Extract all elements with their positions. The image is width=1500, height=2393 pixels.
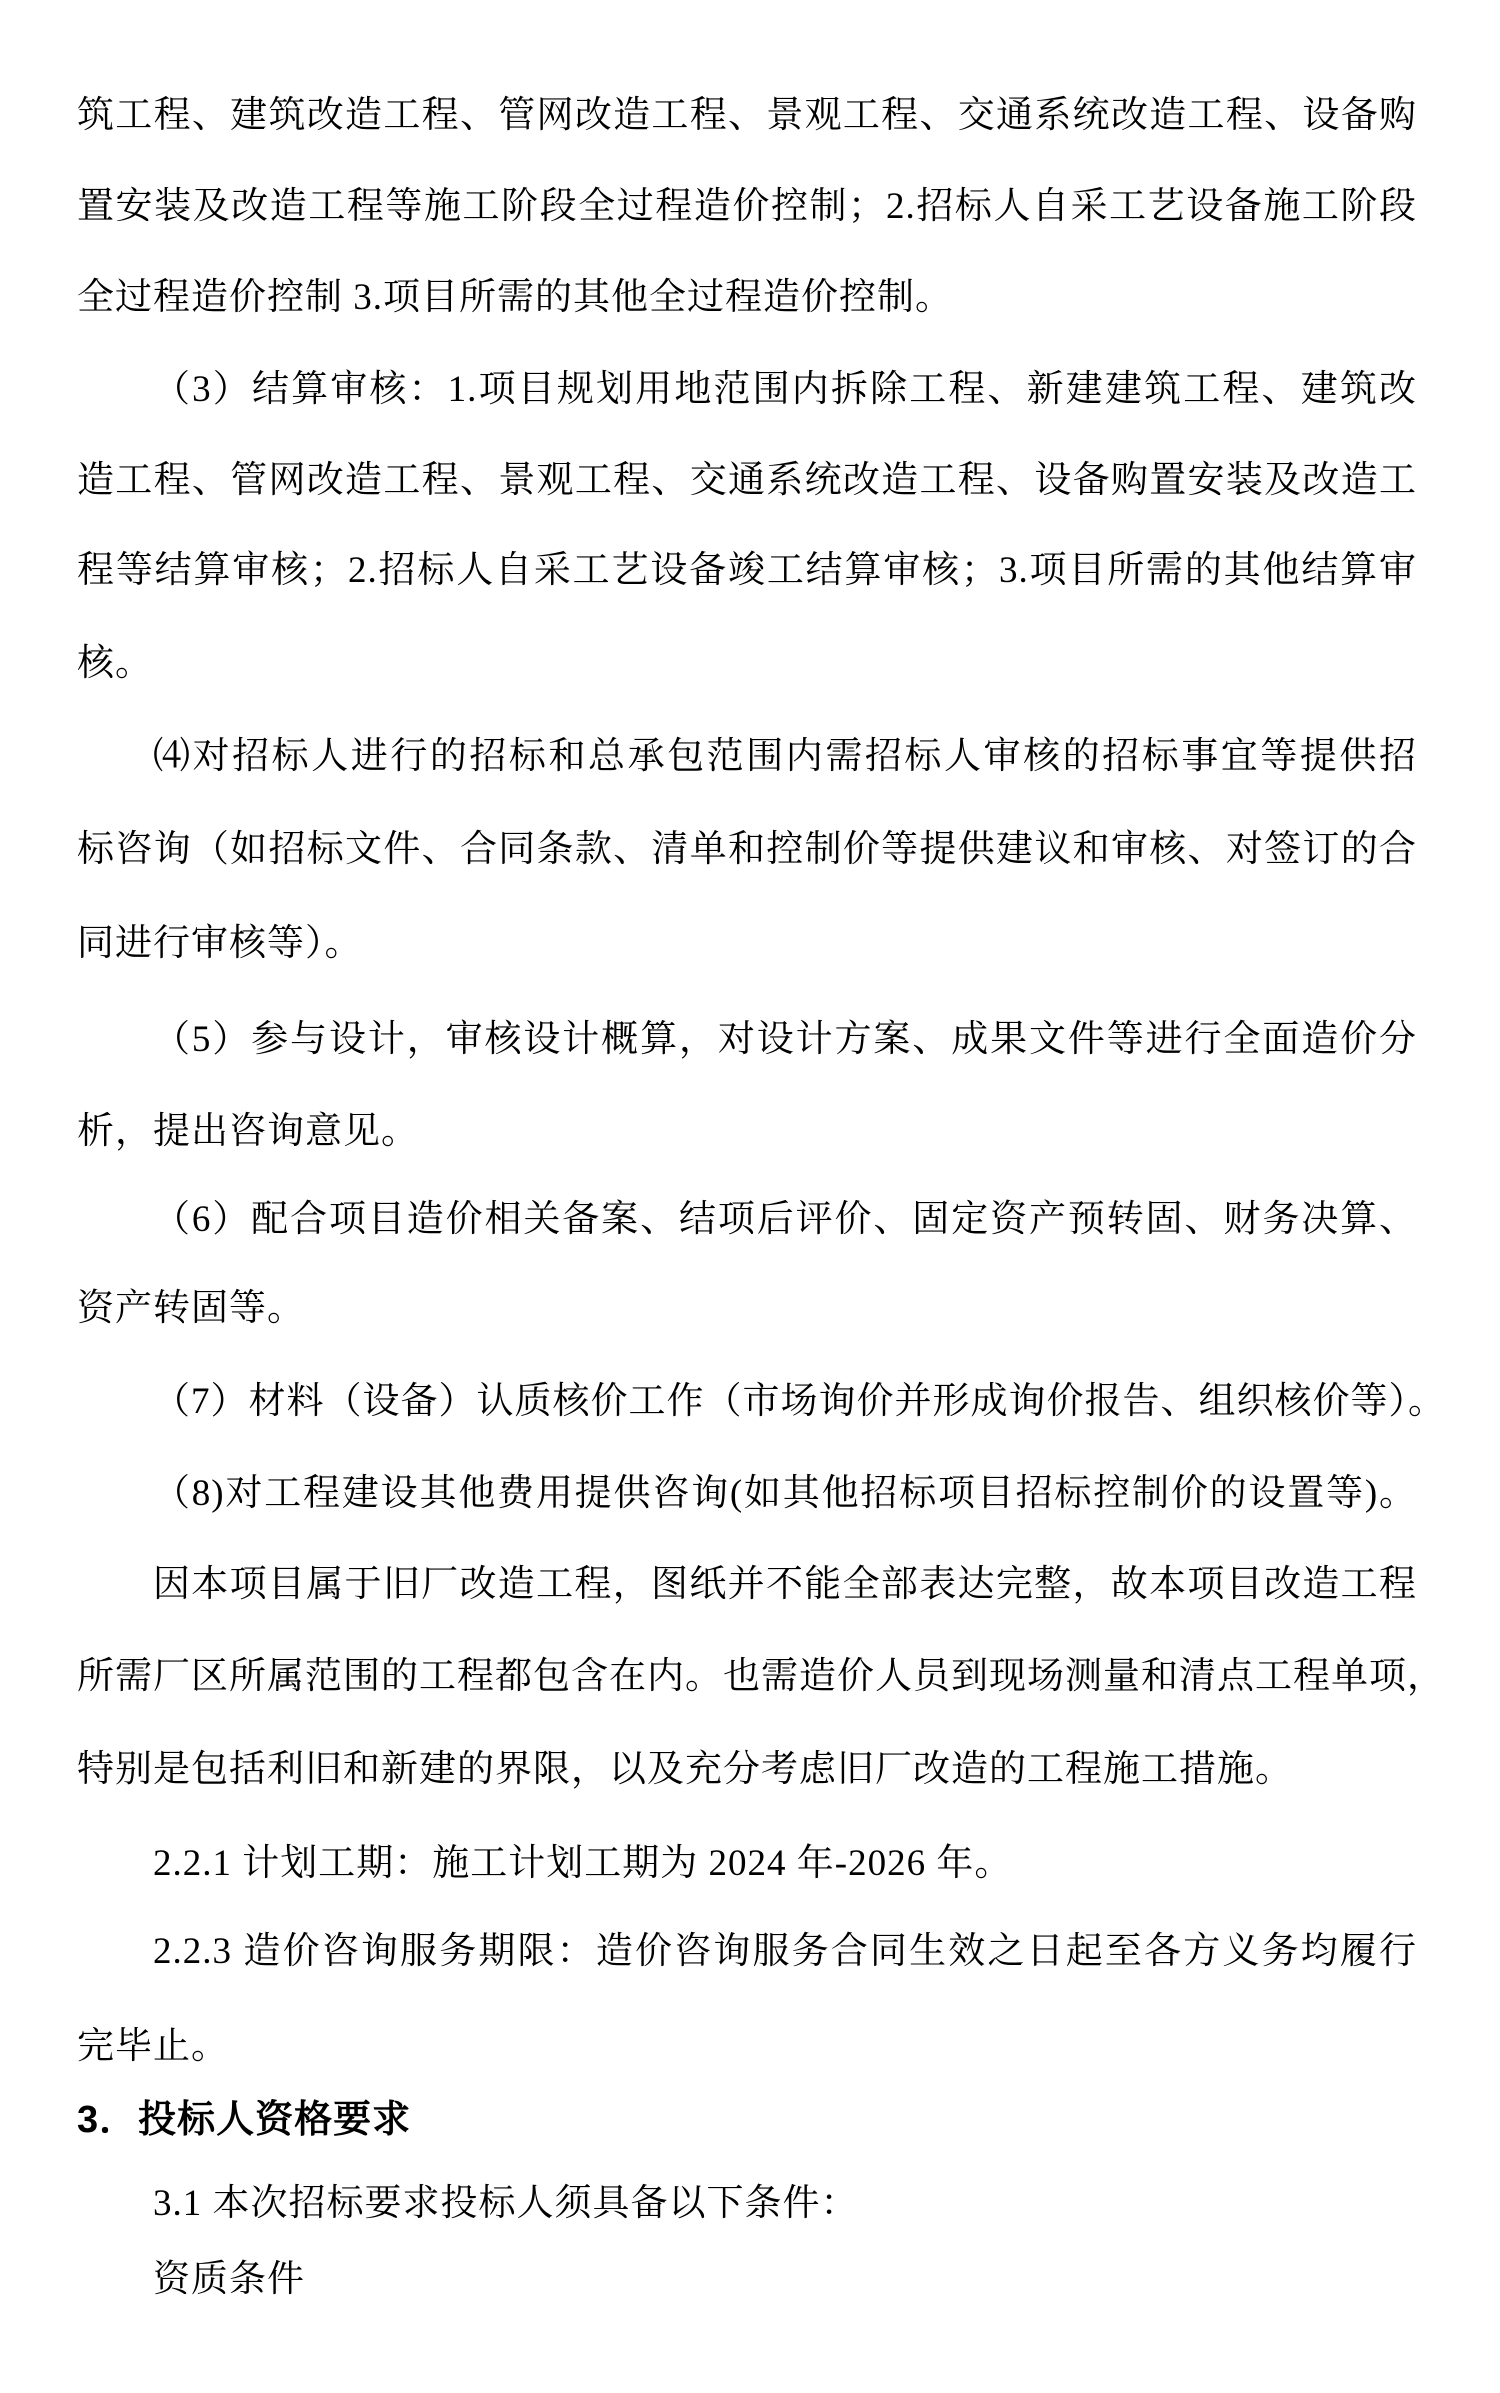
- paragraph-line: 标咨询（如招标文件、合同条款、清单和控制价等提供建议和审核、对签订的合: [77, 829, 1417, 870]
- paragraph-line: 所需厂区所属范围的工程都包含在内。也需造价人员到现场测量和清点工程单项，: [77, 1656, 1445, 1697]
- paragraph-line: ⑷对招标人进行的招标和总承包范围内需招标人审核的招标事宜等提供招: [153, 736, 1417, 777]
- paragraph-line: 完毕止。: [77, 2026, 229, 2067]
- paragraph-line: 造工程、管网改造工程、景观工程、交通系统改造工程、设备购置安装及改造工: [77, 460, 1417, 501]
- paragraph-line: 核。: [77, 643, 153, 684]
- paragraph-line: （5）参与设计，审核设计概算，对设计方案、成果文件等进行全面造价分: [153, 1019, 1417, 1060]
- paragraph-line: 同进行审核等）。: [77, 923, 363, 964]
- paragraph-line: 置安装及改造工程等施工阶段全过程造价控制；2.招标人自采工艺设备施工阶段: [77, 186, 1417, 227]
- paragraph-line: （3）结算审核：1.项目规划用地范围内拆除工程、新建建筑工程、建筑改: [153, 369, 1417, 410]
- subsection-label: 资质条件: [153, 2259, 305, 2300]
- paragraph-line: 2.2.1 计划工期：施工计划工期为 2024 年-2026 年。: [153, 1843, 1013, 1884]
- section-heading: 3．投标人资格要求: [77, 2099, 412, 2141]
- paragraph-line: （7）材料（设备）认质核价工作（市场询价并形成询价报告、组织核价等）。: [153, 1381, 1446, 1422]
- paragraph-line: 全过程造价控制 3.项目所需的其他全过程造价控制。: [77, 277, 953, 318]
- paragraph-line: 程等结算审核；2.招标人自采工艺设备竣工结算审核；3.项目所需的其他结算审: [77, 550, 1417, 591]
- paragraph-line: 特别是包括利旧和新建的界限，以及充分考虑旧厂改造的工程施工措施。: [77, 1749, 1293, 1790]
- paragraph-line: 因本项目属于旧厂改造工程，图纸并不能全部表达完整，故本项目改造工程: [153, 1564, 1417, 1605]
- paragraph-line: （8)对工程建设其他费用提供咨询(如其他招标项目招标控制价的设置等)。: [153, 1473, 1417, 1514]
- paragraph-line: 2.2.3 造价咨询服务期限：造价咨询服务合同生效之日起至各方义务均履行: [153, 1931, 1417, 1972]
- paragraph-line: 筑工程、建筑改造工程、管网改造工程、景观工程、交通系统改造工程、设备购: [77, 95, 1417, 136]
- paragraph-line: 析，提出咨询意见。: [77, 1111, 419, 1152]
- paragraph-line: 资产转固等。: [77, 1288, 305, 1329]
- subsection-line: 3.1 本次招标要求投标人须具备以下条件：: [153, 2183, 859, 2224]
- paragraph-line: （6）配合项目造价相关备案、结项后评价、固定资产预转固、财务决算、: [153, 1199, 1417, 1240]
